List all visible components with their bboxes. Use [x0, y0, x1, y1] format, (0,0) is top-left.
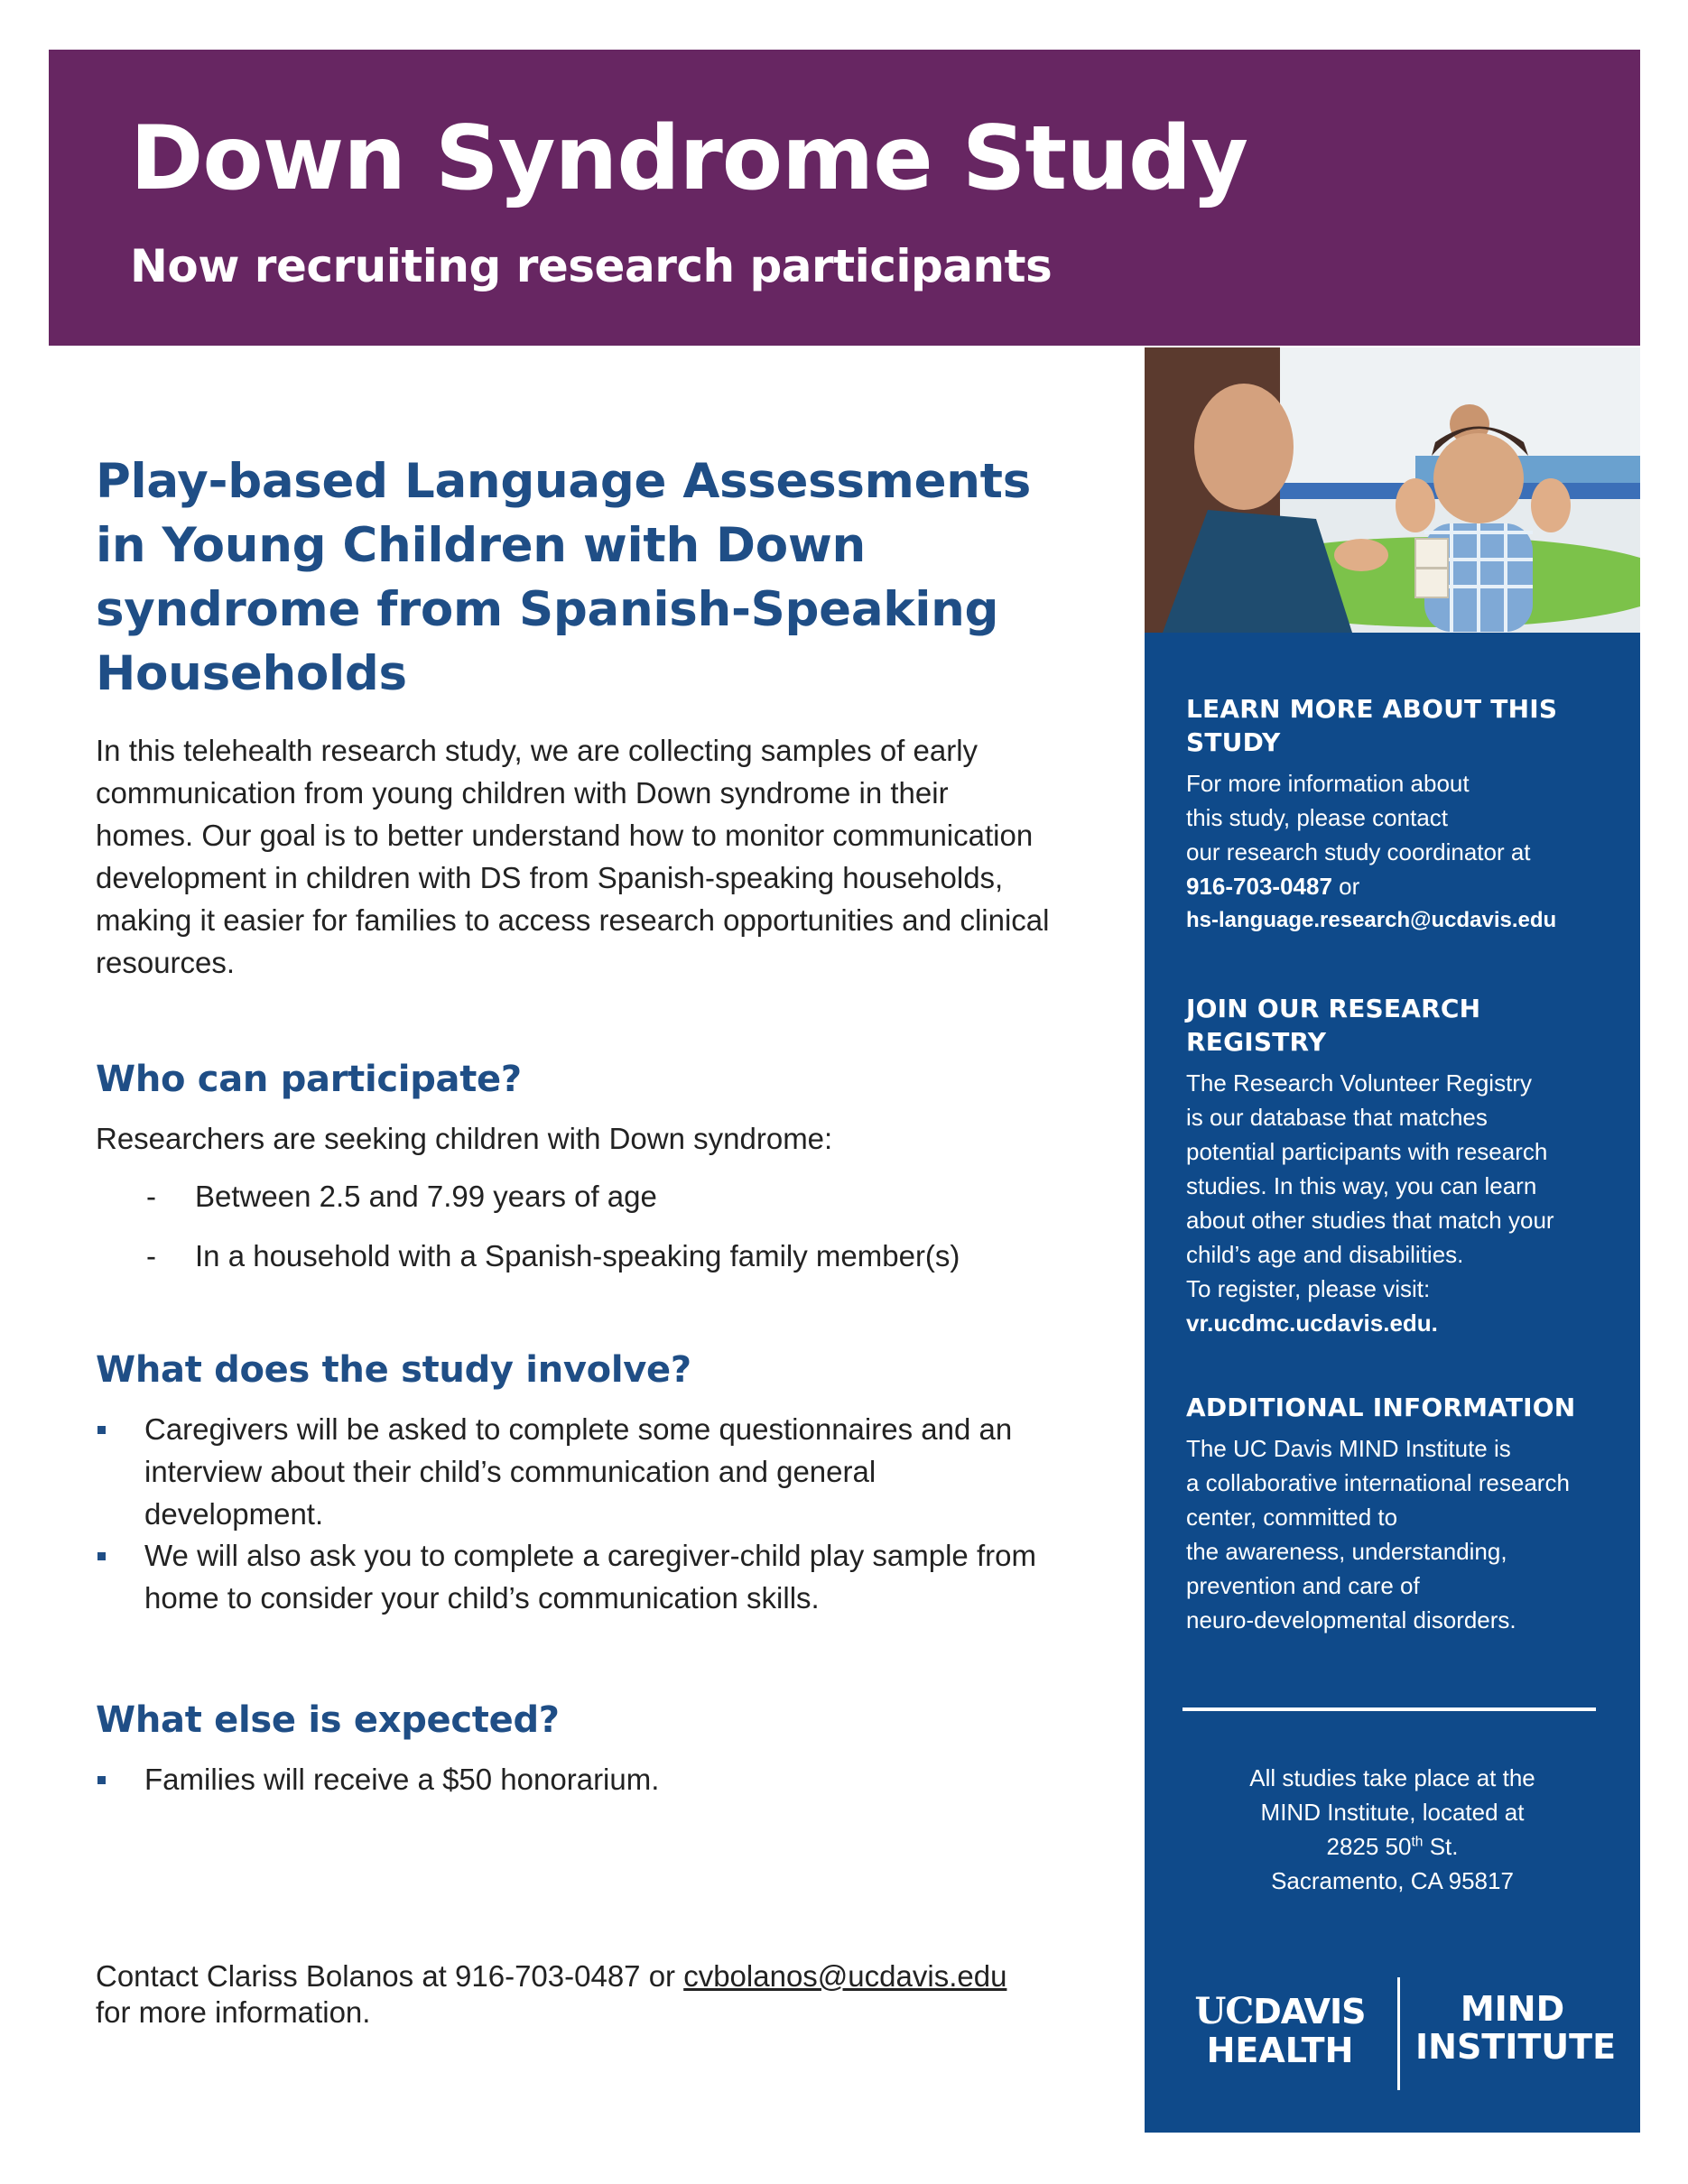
who-heading: Who can participate? [96, 1059, 522, 1100]
square-bullet-icon [97, 1426, 106, 1434]
coordinator-phone: 916-703-0487 [1186, 873, 1332, 900]
mind-institute-wordmark: MIND INSTITUTE [1415, 1989, 1617, 2067]
list-item: Families will receive a $50 honorarium. [144, 1763, 660, 1796]
square-bullet-icon [97, 1552, 106, 1560]
logo-divider [1397, 1977, 1400, 2090]
learn-more-heading: LEARN MORE ABOUT THIS STUDY [1186, 694, 1558, 757]
additional-info-heading: ADDITIONAL INFORMATION [1186, 1393, 1576, 1422]
involve-heading: What does the study involve? [96, 1349, 691, 1391]
study-location: All studies take place at the MIND Institute, located at 2825 50th St. Sacramento, CA 95817 [1249, 1764, 1535, 1894]
list-item: In a household with a Spanish-speaking family member(s) [195, 1239, 960, 1272]
photo-illustration [1145, 347, 1640, 633]
dash-marker: - [146, 1239, 156, 1272]
page-subtitle: Now recruiting research participants [130, 240, 1053, 292]
ucdavis-health-wordmark: UCDAVIS HEALTH [1194, 1990, 1366, 2070]
list-item: We will also ask you to complete a caregiver-child play sample from home to consider your child’s communication skills. [144, 1539, 1036, 1615]
registry-text: The Research Volunteer Registry is our database that matches potential participants with research studies. In this way, you can learn about other studies that match your child’s age and disabilities. To register, please visit: vr.ucdmc.ucdavis.edu. [1186, 1066, 1610, 1340]
registry-link[interactable]: vr.ucdmc.ucdavis.edu. [1186, 1309, 1438, 1337]
learn-more-section [1186, 692, 1610, 938]
study-title: Play-based Language Assessments in Young Children with Down syndrome from Spanish-Speaking Households [96, 454, 1031, 701]
coordinator-email[interactable]: hs-language.research@ucdavis.edu [1186, 908, 1557, 932]
sidebar-divider [1183, 1707, 1596, 1711]
learn-more-text: For more information about this study, please contact our research study coordinator at 916-703-0487 or hs-language.research@ucdavis.edu [1186, 766, 1610, 938]
study-photo [1145, 347, 1640, 633]
additional-info-text: The UC Davis MIND Institute is a collaborative international research center, committed to the awareness, understanding, prevention and care of neuro-developmental disorders. [1186, 1435, 1570, 1633]
dash-marker: - [146, 1180, 156, 1213]
info-sidebar [1145, 633, 1640, 2133]
contact-info: Contact Clariss Bolanos at 916-703-0487 or cvbolanos@ucdavis.edu for more information. [96, 1959, 1007, 2029]
registry-section [1186, 992, 1610, 1340]
who-lead: Researchers are seeking children with Down syndrome: [96, 1122, 833, 1155]
contact-email-link[interactable]: cvbolanos@ucdavis.edu [683, 1959, 1007, 1993]
page-title: Down Syndrome Study [130, 107, 1248, 210]
ucdavis-mind-logo [1190, 1977, 1617, 2090]
header-banner [49, 50, 1640, 346]
expected-heading: What else is expected? [96, 1699, 560, 1741]
square-bullet-icon [97, 1776, 106, 1784]
list-item: Between 2.5 and 7.99 years of age [195, 1180, 657, 1213]
list-item: Caregivers will be asked to complete some questionnaires and an interview about their child’s communication and general development. [144, 1412, 1013, 1531]
study-intro: In this telehealth research study, we are collecting samples of early communication from young children with Down syndrome in their homes. Our goal is to better understand how to monitor communication development in children with DS from Spanish-speaking households, making it easier for families to access research opportunities and clinical resources. [96, 734, 1050, 979]
registry-heading: JOIN OUR RESEARCH REGISTRY [1186, 994, 1481, 1057]
additional-info-section [1186, 1391, 1610, 1637]
